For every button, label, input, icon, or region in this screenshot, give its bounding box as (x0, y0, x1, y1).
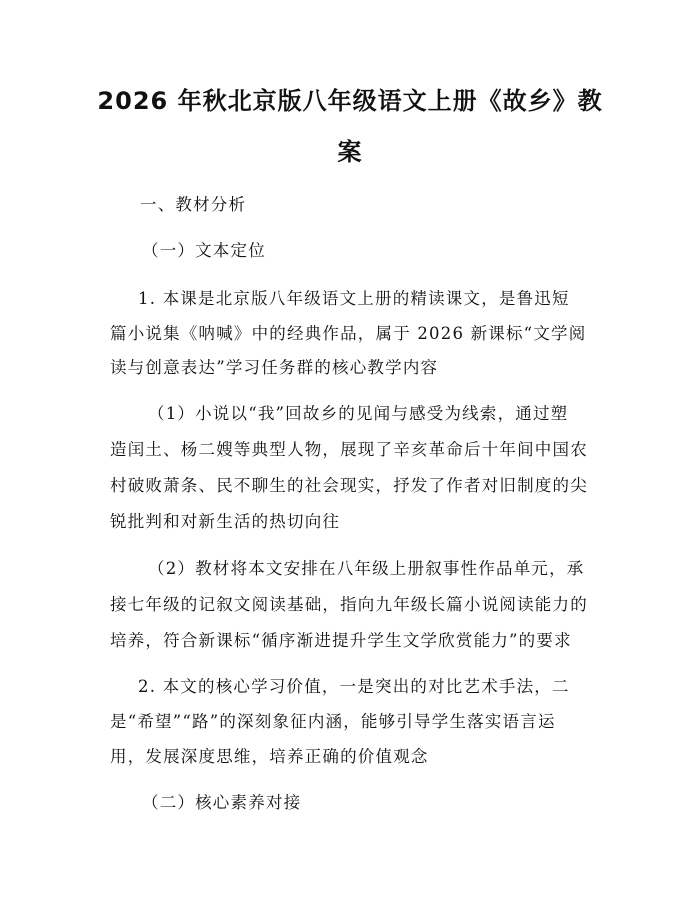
paragraph-1-2-line: 培养，符合新课标“循序渐进提升学生文学欣赏能力”的要求 (110, 631, 572, 650)
paragraph-1-2-line: （2）教材将本文安排在八年级上册叙事性作品单元，承 (148, 559, 585, 578)
paragraph-1-line: 篇小说集《呐喊》中的经典作品，属于 2026 新课标“文学阅 (110, 324, 587, 343)
paragraph-1-1-line: （1）小说以“我”回故乡的见闻与感受为线索，通过塑 (148, 404, 569, 423)
paragraph-1-line: 读与创意表达”学习任务群的核心教学内容 (110, 358, 439, 377)
paragraph-2-line: 2. 本文的核心学习价值，一是突出的对比艺术手法，二 (138, 677, 570, 696)
paragraph-1-1-line: 锐批判和对新生活的热切向往 (110, 512, 341, 531)
subsection-heading-text-positioning: （一）文本定位 (142, 241, 266, 260)
subsection-heading-core-literacy: （二）核心素养对接 (142, 793, 302, 812)
paragraph-2-line: 用，发展深度思维，培养正确的价值观念 (110, 747, 429, 766)
section-heading-teaching-material-analysis: 一、教材分析 (140, 195, 247, 214)
document-title-line-2: 案 (337, 138, 363, 166)
paragraph-1-1-line: 村破败萧条、民不聊生的社会现实，抒发了作者对旧制度的尖 (110, 476, 588, 495)
document-title-line-1: 2026 年秋北京版八年级语文上册《故乡》教 (97, 87, 603, 115)
paragraph-1-line: 1. 本课是北京版八年级语文上册的精读课文，是鲁迅短 (138, 289, 570, 308)
paragraph-1-1-line: 造闰土、杨二嫂等典型人物，展现了辛亥革命后十年间中国农 (110, 440, 588, 459)
paragraph-1-2-line: 接七年级的记叙文阅读基础，指向九年级长篇小说阅读能力的 (110, 595, 588, 614)
paragraph-2-line: 是“希望”“路”的深刻象征内涵，能够引导学生落实语言运 (110, 712, 556, 731)
